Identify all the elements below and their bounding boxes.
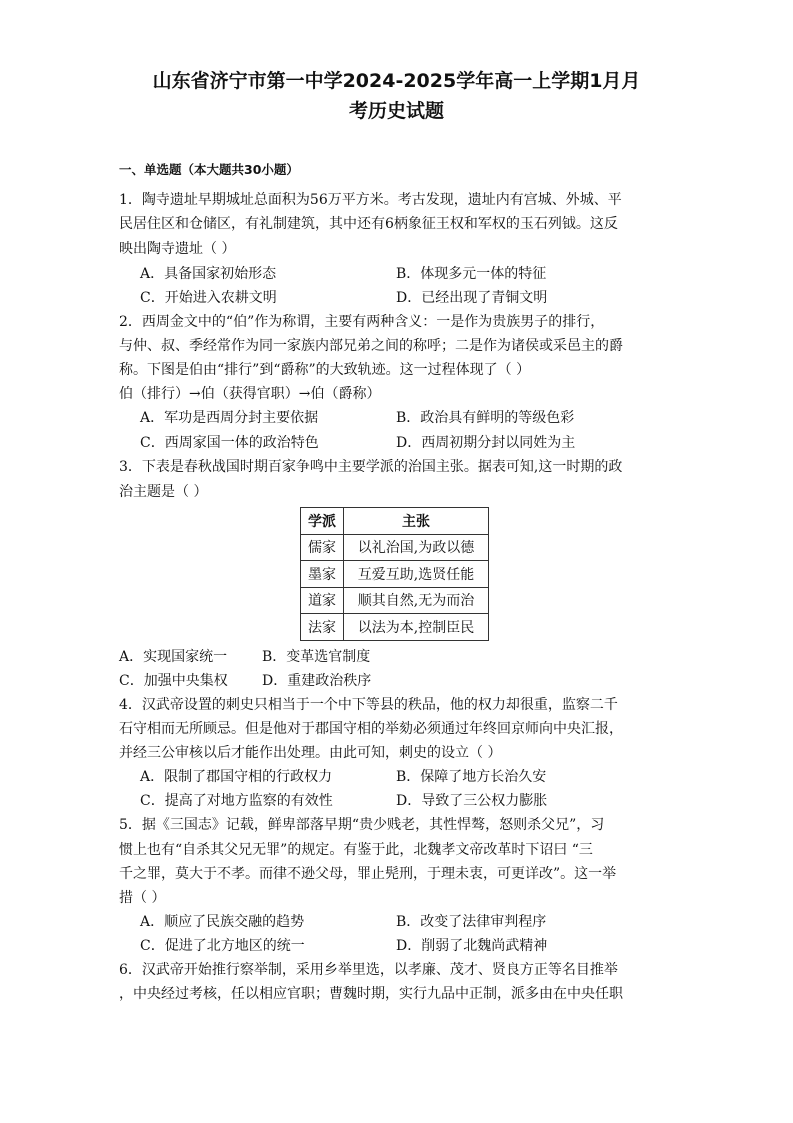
q2-line-4: 伯（排行）→伯（获得官职）→伯（爵称） bbox=[119, 386, 381, 402]
table-cell: 顺其自然,无为而治 bbox=[344, 587, 489, 614]
q2-option-c[interactable]: C．西周家国一体的政治特色 bbox=[140, 435, 319, 451]
q6-line-2: ，中央经过考核，任以相应官职；曹魏时期，实行九品中正制，派多由在中央任职 bbox=[119, 986, 623, 1002]
q1-option-c[interactable]: C．开始进入农耕文明 bbox=[140, 290, 277, 306]
q5-option-a[interactable]: A．顺应了民族交融的趋势 bbox=[140, 914, 305, 930]
q3-option-a[interactable]: A．实现国家统一 bbox=[119, 649, 228, 665]
q1-line-1: 1．陶寺遗址早期城址总面积为56万平方米。考古发现，遗址内有宫城、外城、平 bbox=[119, 192, 622, 208]
section-heading: 一、单选题（本大题共30小题） bbox=[119, 162, 299, 177]
table-row bbox=[301, 561, 489, 588]
q4-option-c[interactable]: C．提高了对地方监察的有效性 bbox=[140, 793, 333, 809]
q2-line-2: 与仲、叔、季经常作为同一家族内部兄弟之间的称呼；二是作为诸侯或采邑主的爵 bbox=[119, 338, 623, 354]
q4-line-1: 4．汉武帝设置的刺史只相当于一个中下等县的秩品，他的权力却很重，监察二千 bbox=[119, 697, 618, 713]
q5-option-c[interactable]: C．促进了北方地区的统一 bbox=[140, 938, 305, 954]
title-line-1: 山东省济宁市第一中学2024-2025学年高一上学期1月月 bbox=[152, 70, 641, 92]
q4-option-b[interactable]: B．保障了地方长治久安 bbox=[396, 769, 547, 785]
table-row bbox=[301, 614, 489, 641]
table-row bbox=[301, 534, 489, 561]
q1-line-2: 民居住区和仓储区，有礼制建筑，其中还有6柄象征王权和军权的玉石列钺。这反 bbox=[119, 216, 618, 232]
q1-option-a[interactable]: A．具备国家初始形态 bbox=[140, 266, 277, 282]
table-cell: 法家 bbox=[301, 614, 344, 641]
table-cell: 以礼治国,为政以德 bbox=[344, 534, 489, 561]
table-header-school: 学派 bbox=[301, 508, 344, 535]
q6-line-1: 6．汉武帝开始推行察举制，采用乡举里选，以孝廉、茂才、贤良方正等名目推举 bbox=[119, 962, 618, 978]
q3-line-2: 治主题是（ ） bbox=[119, 484, 208, 500]
q5-line-4: 措（ ） bbox=[119, 890, 166, 906]
q3-line-1: 3．下表是春秋战国时期百家争鸣中主要学派的治国主张。据表可知,这一时期的政 bbox=[119, 459, 623, 475]
q3-option-b[interactable]: B．变革选官制度 bbox=[262, 649, 371, 665]
table-header-view: 主张 bbox=[344, 508, 489, 535]
table-cell: 互爱互助,选贤任能 bbox=[344, 561, 489, 588]
table-cell: 以法为本,控制臣民 bbox=[344, 614, 489, 641]
q1-line-3: 映出陶寺遗址（ ） bbox=[119, 241, 236, 257]
exam-title bbox=[100, 66, 693, 126]
q1-option-d[interactable]: D．已经出现了青铜文明 bbox=[396, 290, 548, 306]
q2-line-1: 2．西周金文中的“伯”作为称谓，主要有两种含义：一是作为贵族男子的排行， bbox=[119, 314, 605, 330]
q4-line-3: 并经三公审核以后才能作出处理。由此可知，刺史的设立（ ） bbox=[119, 745, 502, 761]
q5-line-3: 千之罪，莫大于不孝。而律不逊父母，罪止髡刑，于理未衷，可更详改”。这一举 bbox=[119, 866, 617, 882]
q2-line-3: 称。下图是伯由“排行”到“爵称”的大致轨迹。这一过程体现了（ ） bbox=[119, 362, 531, 378]
q1-option-b[interactable]: B．体现多元一体的特征 bbox=[396, 266, 547, 282]
q4-option-a[interactable]: A．限制了郡国守相的行政权力 bbox=[140, 769, 333, 785]
table-cell: 道家 bbox=[301, 587, 344, 614]
q2-option-d[interactable]: D．西周初期分封以同姓为主 bbox=[396, 435, 576, 451]
q3-option-c[interactable]: C．加强中央集权 bbox=[119, 673, 228, 689]
q2-option-b[interactable]: B．政治具有鲜明的等级色彩 bbox=[396, 410, 575, 426]
table-row bbox=[301, 587, 489, 614]
title-line-2: 考历史试题 bbox=[348, 100, 444, 122]
q3-option-d[interactable]: D．重建政治秩序 bbox=[262, 673, 372, 689]
table-cell: 儒家 bbox=[301, 534, 344, 561]
q4-line-2: 石守相而无所顾忌。但是他对于郡国守相的举劾必须通过年终回京师向中央汇报， bbox=[119, 721, 623, 737]
q5-line-2: 惯上也有“自杀其父兄无罪”的规定。有鉴于此，北魏孝文帝改革时下诏曰 “三 bbox=[119, 842, 593, 858]
school-of-thought-table bbox=[300, 507, 489, 641]
q5-option-d[interactable]: D．削弱了北魏尚武精神 bbox=[396, 938, 548, 954]
table-cell: 墨家 bbox=[301, 561, 344, 588]
q4-option-d[interactable]: D．导致了三公权力膨胀 bbox=[396, 793, 548, 809]
table-header-row bbox=[301, 508, 489, 535]
q2-option-a[interactable]: A．军功是西周分封主要依据 bbox=[140, 410, 319, 426]
q5-line-1: 5．据《三国志》记载，鲜卑部落早期“贵少贱老，其性悍骜，怒则杀父兄”，习 bbox=[119, 817, 605, 833]
q5-option-b[interactable]: B．改变了法律审判程序 bbox=[396, 914, 547, 930]
